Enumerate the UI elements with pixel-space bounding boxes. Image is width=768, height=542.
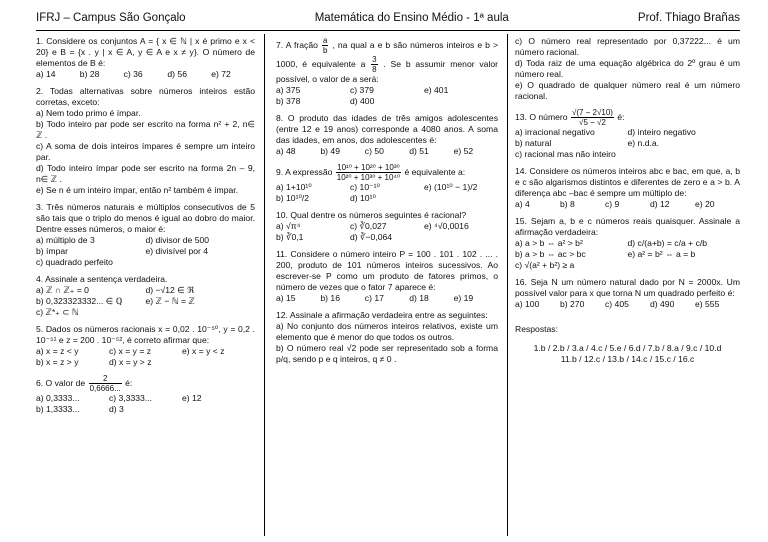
header-teacher: Prof. Thiago Brañas: [637, 12, 740, 24]
fraction-numerator: a: [322, 36, 328, 45]
answer-key-line-1: 1.b / 2.b / 3.a / 4.c / 5.e / 6.d / 7.b / 8.a / 9.c / 10.d: [533, 343, 722, 353]
option-e: e) divisível por 4: [145, 246, 209, 256]
option-d: d) 18: [409, 293, 429, 303]
fraction-denominator: √5 − √2: [579, 118, 606, 127]
column-divider-2: [507, 34, 508, 536]
options: [515, 127, 740, 160]
option-e: e) n.d.a.: [627, 138, 660, 148]
question-11: [276, 249, 498, 304]
option-b: b) ímpar: [36, 246, 68, 256]
option-a: a) 375: [276, 85, 301, 95]
option-a: a) No conjunto dos números inteiros relativos, existe um elemento que é menor do que todos os outros.: [276, 321, 498, 342]
option-a: a) Nem todo primo é ímpar.: [36, 108, 141, 118]
fraction: [322, 36, 328, 55]
fraction-numerator: √(7 − 2√10): [571, 108, 613, 117]
option-b: b) 10¹⁰/2: [276, 193, 310, 203]
option-b: b) 1,3333...: [36, 404, 80, 414]
option-d: d) ∛−0,064: [350, 232, 393, 242]
fraction-numerator: 3: [372, 55, 377, 64]
option-d: d) divisor de 500: [145, 235, 210, 245]
question-16: [515, 277, 740, 310]
fraction: [371, 55, 377, 74]
option-a: a) 15: [276, 293, 296, 303]
options: [515, 199, 740, 210]
option-c: c) 17: [364, 293, 384, 303]
question-prefix: 7. A fração: [276, 39, 318, 50]
question-prefix: 13. O número: [515, 111, 568, 122]
option-e: e) 555: [695, 299, 720, 309]
option-d: d) 12: [650, 199, 670, 209]
fraction: [571, 108, 614, 127]
option-a: a) 4: [515, 199, 530, 209]
option-e: e) 72: [211, 69, 231, 79]
option-a: a) 1+10¹⁰: [276, 182, 312, 192]
question-5: [36, 324, 255, 368]
answer-key-line-2: 11.b / 12.c / 13.b / 14.c / 15.c / 16.c: [560, 354, 695, 364]
options: [36, 346, 255, 368]
column-divider-1: [264, 34, 265, 536]
option-c: c) racional mas não inteiro: [515, 149, 616, 159]
question-text: [276, 36, 498, 85]
question-text: [36, 374, 255, 393]
option-e: e) 19: [453, 293, 474, 303]
question-8: [276, 113, 498, 157]
option-b: b) 270: [560, 299, 585, 309]
page-header: [36, 10, 740, 26]
option-d: d) inteiro negativo: [627, 127, 696, 137]
option-e: e) 401: [424, 85, 449, 95]
option-e: e) 20: [695, 199, 715, 209]
question-4: [36, 274, 255, 318]
column-2: [276, 36, 498, 371]
question-9: [276, 163, 498, 204]
option-a: a) a > b ⇔ a² > b²: [515, 238, 583, 248]
fraction-numerator: 2: [89, 374, 122, 384]
question-10: [276, 210, 498, 243]
question-13: [515, 108, 740, 160]
option-d: d) 400: [350, 96, 375, 106]
option-b: b) natural: [515, 138, 552, 148]
question-7: [276, 36, 498, 107]
option-c: c) 9: [605, 199, 620, 209]
question-3: [36, 202, 255, 268]
question-1: [36, 36, 255, 80]
option-a: a) 100: [515, 299, 540, 309]
question-suffix: é:: [125, 377, 133, 388]
option-e: e) a² = b² ⇔ a = b: [627, 249, 696, 259]
option-d: d) Toda raiz de uma equação algébrica do 2º grau é um número real.: [515, 58, 740, 79]
option-b: b) 0,323323332... ∈ ℚ: [36, 296, 123, 306]
option-a: a) múltiplo de 3: [36, 235, 95, 245]
question-text: 16. Seja N um número natural dado por N = 2000x. Um possível valor para x que torna N um quadrado perfeito é:: [515, 277, 740, 298]
option-d: d) 3: [109, 404, 124, 414]
question-suffix: é equivalente a:: [404, 166, 466, 177]
option-d: d) 56: [167, 69, 187, 79]
header-title: Matemática do Ensino Médio - 1ª aula: [314, 12, 509, 24]
option-b: b) 28: [79, 69, 100, 79]
header-institution: IFRJ – Campus São Gonçalo: [36, 12, 186, 24]
question-middle-2: b > 1000, é equivalente a: [276, 39, 499, 69]
options: [515, 299, 740, 310]
question-prefix: 9. A expressão: [276, 166, 333, 177]
question-suffix: . Se b assumir menor valor possível, o valor de a será:: [276, 58, 499, 84]
option-c: c) ∛0,027: [350, 221, 387, 231]
options: [36, 285, 255, 318]
question-text: 15. Sejam a, b e c números reais quaisquer. Assinale a afirmação verdadeira:: [515, 216, 740, 237]
question-text: 10. Qual dentre os números seguintes é racional?: [276, 210, 467, 220]
option-c: c) 36: [123, 69, 143, 79]
option-c: c) O número real representado por 0,37222... é um número racional.: [515, 36, 740, 57]
option-a: a) √π⁴: [276, 221, 301, 231]
options: [276, 146, 498, 157]
option-e: e) 12: [182, 393, 202, 403]
option-c: c) 3,3333...: [109, 393, 152, 403]
fraction-numerator: 10¹⁰ + 10²⁰ + 10³⁰: [337, 163, 400, 172]
answer-key-title: Respostas:: [515, 324, 558, 334]
option-c: c) 405: [605, 299, 629, 309]
options: [36, 69, 255, 80]
question-suffix: é:: [617, 111, 625, 122]
option-b: b) ∛0,1: [276, 232, 304, 242]
option-c: c) A soma de dois inteiros ímpares é sempre um inteiro par.: [36, 141, 255, 162]
fraction: [336, 163, 401, 182]
option-d: d) c/(a+b) = c/a + c/b: [627, 238, 708, 248]
option-e: e) Se n é um inteiro ímpar, então n² também é ímpar.: [36, 185, 239, 195]
question-text: [515, 108, 740, 127]
option-a: a) 14: [36, 69, 56, 79]
question-text: 4. Assinale a sentença verdadeira.: [36, 274, 168, 284]
options: [36, 235, 255, 268]
question-text: [276, 163, 498, 182]
fraction: [89, 374, 122, 393]
options: [276, 182, 498, 204]
question-text: 11. Considere o número inteiro P = 100 . 101 . 102 . ... . 200, produto de 101 números inteiros sucessivos. Ao escrever-se P como um produto de fatores primos, o número de vezes que o fator 7 aparece é:: [276, 249, 498, 292]
option-b: b) 8: [560, 199, 575, 209]
question-text: 14. Considere os números inteiros abc e bac, em que, a, b e c são algarismos distintos e diferentes de zero e a > b. A diferença abc –bac é sempre um múltiplo de:: [515, 166, 740, 198]
question-text: 8. O produto das idades de três amigos adolescentes (entre 12 e 19 anos) corresponde a 4080 anos. A soma das idades, em anos, dos adolescentes é:: [276, 113, 498, 145]
option-d: d) x = y > z: [109, 357, 152, 367]
options: [515, 238, 740, 271]
option-e: e) (10¹⁰ − 1)/2: [424, 182, 478, 192]
option-c: c) 50: [364, 146, 384, 156]
header-divider: [36, 30, 740, 31]
question-15: [515, 216, 740, 271]
fraction-denominator: b: [322, 46, 328, 55]
question-text: 3. Três números naturais e múltiplos consecutivos de 5 são tais que o triplo do menos é igual ao dobro do maior. Dentre esses números, o maior é:: [36, 202, 255, 234]
option-c: c) 379: [350, 85, 374, 95]
option-c: c) ℤ*₊ ⊂ ℕ: [36, 307, 79, 317]
options: [276, 293, 498, 304]
fraction-denominator: 8: [372, 65, 377, 74]
question-middle: , na qual a e b são números inteiros e: [332, 39, 483, 50]
question-12: [276, 310, 498, 365]
option-e: e) ⁴√0,0016: [424, 221, 469, 231]
question-text: 2. Todas alternativas sobre números inteiros estão corretas, exceto:: [36, 86, 255, 107]
option-e: e) 52: [453, 146, 474, 156]
option-d: d) 51: [409, 146, 429, 156]
question-prefix: 6. O valor de: [36, 377, 86, 388]
fraction-denominator: 0,6666...: [89, 384, 121, 393]
option-a: a) ℤ ∩ ℤ₊ = 0: [36, 285, 89, 295]
option-d: d) 490: [650, 299, 675, 309]
option-e: e) ℤ − ℕ = ℤ: [145, 296, 195, 306]
option-c: c) √(a² + b²) ≥ a: [515, 260, 575, 270]
option-d: d) −√12 ∈ ℜ: [145, 285, 195, 295]
option-a: a) irracional negativo: [515, 127, 595, 137]
option-d: d) 10¹⁰: [350, 193, 376, 203]
option-c: c) 10⁻¹⁰: [350, 182, 380, 192]
question-2: [36, 86, 255, 196]
option-b: b) O número real √2 pode ser representado sob a forma p/q, sendo p e q inteiros, q ≠ 0 .: [276, 343, 498, 364]
option-e: e) O quadrado de qualquer número real é um número racional.: [515, 80, 740, 101]
option-e: e) x = y < z: [182, 346, 225, 356]
question-12-continued: [515, 36, 740, 102]
question-6: [36, 374, 255, 415]
option-c: c) quadrado perfeito: [36, 257, 113, 267]
option-a: a) 48: [276, 146, 296, 156]
option-b: b) Todo inteiro par pode ser escrito na forma n² + 2, n∈ ℤ .: [36, 119, 255, 140]
option-d: d) Todo inteiro ímpar pode ser escrito na forma 2n – 9, n∈ ℤ .: [36, 163, 255, 184]
answer-key: [515, 324, 740, 365]
option-b: b) x = z > y: [36, 357, 79, 367]
question-text: 12. Assinale a afirmação verdadeira entre as seguintes:: [276, 310, 488, 320]
option-b: b) 16: [320, 293, 340, 303]
options: [276, 221, 498, 243]
option-c: c) x = y = z: [109, 346, 152, 356]
option-b: b) a > b ⇔ ac > bc: [515, 249, 586, 259]
column-3: [515, 36, 740, 371]
question-14: [515, 166, 740, 210]
option-a: a) 0,3333...: [36, 393, 80, 403]
option-b: b) 49: [320, 146, 340, 156]
fraction-denominator: 10²⁰ + 10³⁰ + 10⁴⁰: [336, 173, 401, 182]
question-text: 1. Considere os conjuntos A = { x ∈ ℕ | x é primo e x < 20} e B = {x . y | x ∈ A, y ∈ A e x ≠ y}. O número de elementos de B é:: [36, 36, 255, 68]
option-a: a) x = z < y: [36, 346, 79, 356]
options: [36, 393, 255, 415]
question-text: 5. Dados os números racionais x = 0,02 . 10⁻⁵⁰, y = 0,2 . 10⁻⁵¹ e z = 200 . 10⁻⁵², é correto afirmar que:: [36, 324, 255, 345]
options: [276, 85, 498, 107]
option-b: b) 378: [276, 96, 301, 106]
column-1: [36, 36, 255, 421]
